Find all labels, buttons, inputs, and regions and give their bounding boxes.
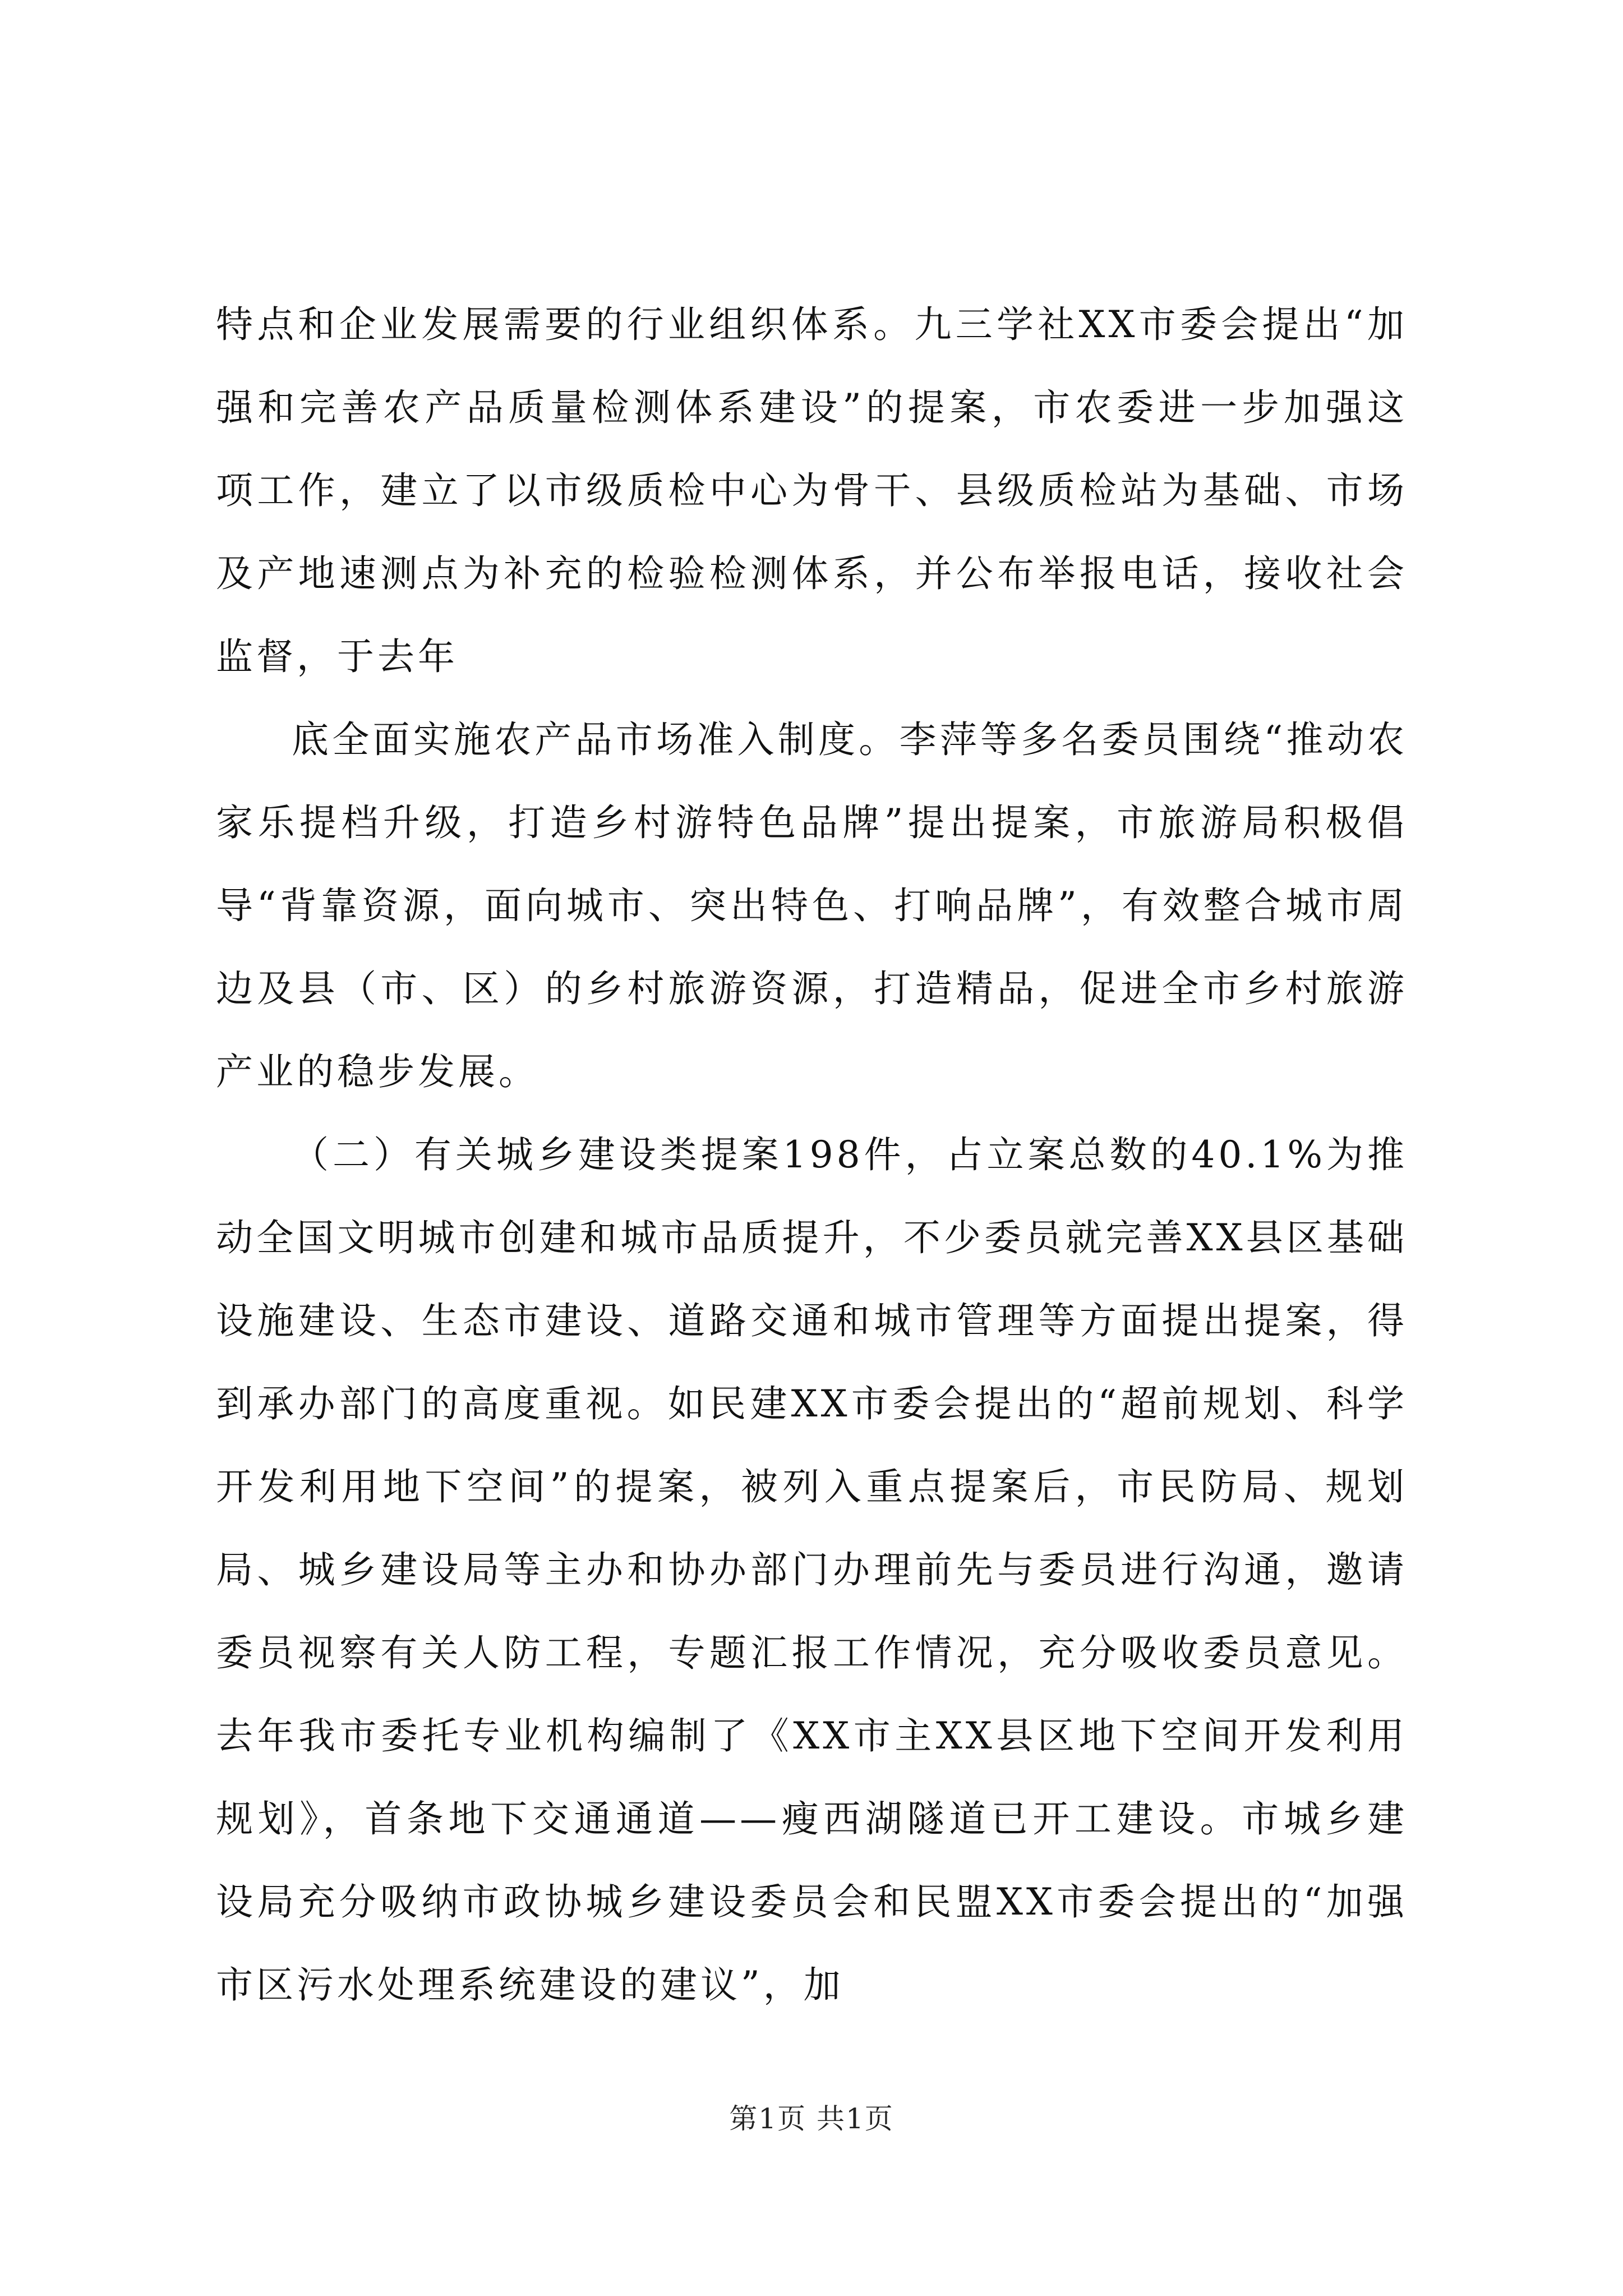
paragraph-2: 底全面实施农产品市场准入制度。李萍等多名委员围绕“推动农家乐提档升级，打造乡村游特色品牌”提出提案，市旅游局积极倡导“背靠资源，面向城市、突出特色、打响品牌”，有效整合城市周边及县（市、区）的乡村旅游资源，打造精品，促进全市乡村旅游产业的稳步发展。 <box>216 718 1408 1093</box>
page-footer: 第1页 共1页 <box>729 2102 894 2135</box>
paragraph-1: 特点和企业发展需要的行业组织体系。九三学社XX市委会提出“加强和完善农产品质量检测体系建设”的提案，市农委进一步加强这项工作，建立了以市级质检中心为骨干、县级质检站为基础、市场及产地速测点为补充的检验检测体系，并公布举报电话，接收社会监督，于去年 <box>216 303 1408 678</box>
paragraph-3: （二）有关城乡建设类提案198件，占立案总数的40.1%为推动全国文明城市创建和城市品质提升，不少委员就完善XX县区基础设施建设、生态市建设、道路交通和城市管理等方面提出提案，得到承办部门的高度重视。如民建XX市委会提出的“超前规划、科学开发利用地下空间”的提案，被列入重点提案后，市民防局、规划局、城乡建设局等主办和协办部门办理前先与委员进行沟通，邀请委员视察有关人防工程，专题汇报工作情况，充分吸收委员意见。去年我市委托专业机构编制了《XX市主XX县区地下空间开发利用规划》，首条地下交通通道——瘦西湖隧道已开工建设。市城乡建设局充分吸纳市政协城乡建设委员会和民盟XX市委会提出的“加强市区污水处理系统建设的建议”，加 <box>216 1133 1408 2007</box>
document-body <box>216 283 1408 2027</box>
